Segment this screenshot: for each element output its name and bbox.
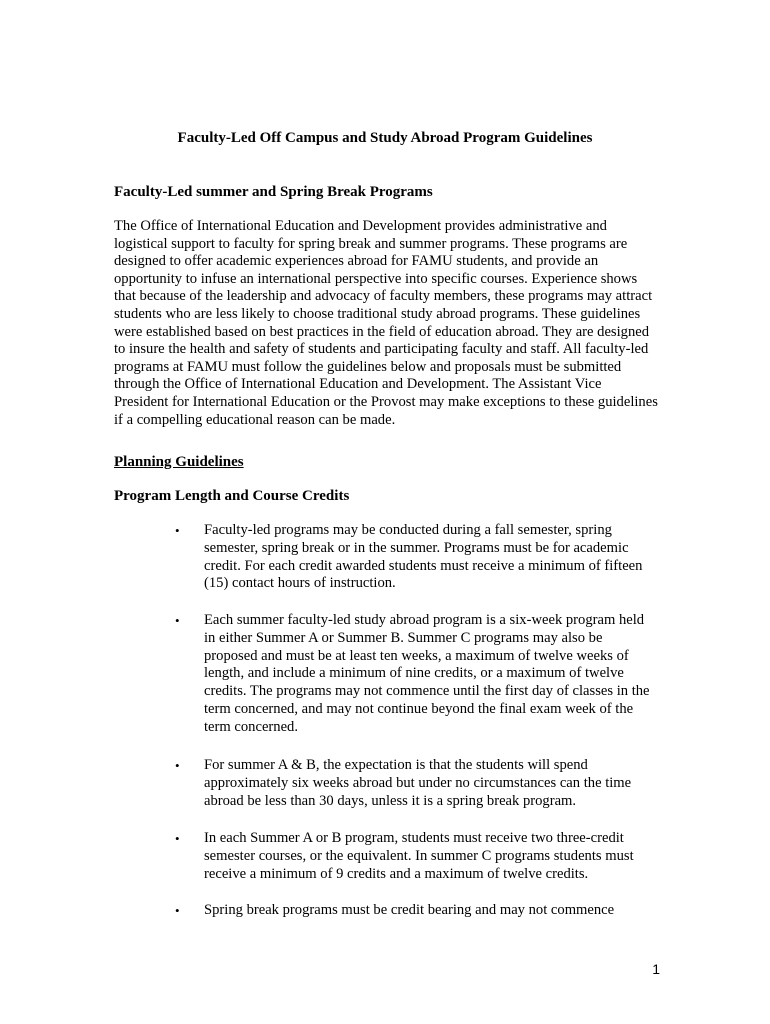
section-heading: Faculty-Led summer and Spring Break Programs: [114, 184, 433, 200]
bullet-icon: •: [175, 831, 180, 846]
planning-guidelines-heading: Planning Guidelines: [114, 454, 244, 470]
bullet-text: Faculty-led programs may be conducted during a fall semester, spring semester, spring break or in the summer. Programs must be for academic credit. For each credit awarded students must receive a minimum of fifteen (15) contact hours of instruction.: [204, 522, 643, 592]
bullet-text: Spring break programs must be credit bearing and may not commence: [204, 902, 615, 918]
list-item: [175, 830, 655, 883]
bullet-text: Each summer faculty-led study abroad program is a six-week program held in either Summer A or Summer B. Summer C programs may also be proposed and must be at least ten weeks, a maximum of twelve weeks of length, and include a minimum of nine credits, or a maximum of twelve credits. The programs may not commence until the first day of classes in the term concerned, and may not continue beyond the final exam week of the term concerned.: [204, 612, 650, 735]
bullet-icon: •: [175, 613, 180, 628]
page-number: 1: [652, 961, 660, 977]
bullet-icon: •: [175, 523, 180, 538]
list-item: [175, 757, 655, 810]
document-title: Faculty-Led Off Campus and Study Abroad Program Guidelines: [177, 130, 593, 146]
bullet-text: In each Summer A or B program, students must receive two three-credit semester courses, or the equivalent. In summer C programs students must receive a minimum of 9 credits and a maximum of twelve credits.: [204, 830, 634, 882]
intro-paragraph: The Office of International Education and Development provides administrative and logistical support to faculty for spring break and summer programs. These programs are designed to offer academic experiences abroad for FAMU students, and provide an opportunity to infuse an international perspective into specific courses. Experience shows that because of the leadership and advocacy of faculty members, these programs may attract students who are less likely to choose traditional study abroad programs. These guidelines were established based on best practices in the field of education abroad. They are designed to insure the health and safety of students and participating faculty and staff. All faculty-led programs at FAMU must follow the guidelines below and proposals must be submitted through the Office of International Education and Development. The Assistant Vice President for International Education or the Provost may make exceptions to these guidelines if a compelling educational reason can be made.: [114, 218, 658, 428]
list-item: [175, 612, 655, 737]
list-item: [175, 522, 655, 593]
bullet-icon: •: [175, 903, 180, 918]
program-length-heading: Program Length and Course Credits: [114, 488, 350, 504]
list-item: [175, 902, 655, 920]
bullet-text: For summer A & B, the expectation is that the students will spend approximately six weeks abroad but under no circumstances can the time abroad be less than 30 days, unless it is a spring break program.: [204, 757, 632, 809]
bullet-icon: •: [175, 758, 180, 773]
